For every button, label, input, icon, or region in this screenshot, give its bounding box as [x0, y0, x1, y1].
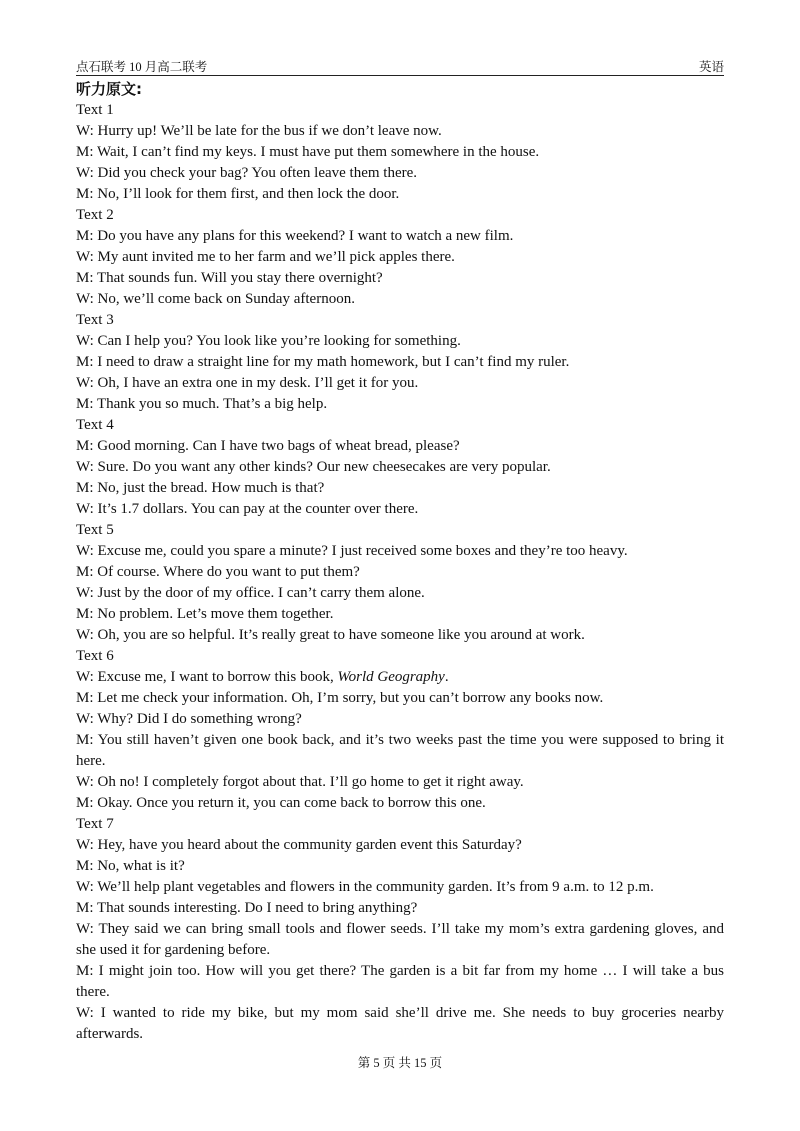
dialogue-line: M: No, what is it?: [76, 858, 185, 874]
header-exam-name: 点石联考 10 月高二联考: [76, 60, 208, 74]
dialogue-line: W: It’s 1.7 dollars. You can pay at the counter over there.: [76, 501, 419, 517]
dialogue-line: M: That sounds fun. Will you stay there overnight?: [76, 270, 383, 286]
dialogue-line: W: Oh no! I completely forgot about that. I’ll go home to get it right away.: [76, 774, 524, 790]
text-heading: Text 1: [76, 102, 114, 118]
dialogue-line: M: Of course. Where do you want to put them?: [76, 564, 360, 580]
text-heading: Text 6: [76, 648, 114, 664]
dialogue-line: M: Good morning. Can I have two bags of wheat bread, please?: [76, 438, 460, 454]
dialogue-line: M: That sounds interesting. Do I need to bring anything?: [76, 900, 418, 916]
dialogue-line: W: Hey, have you heard about the community garden event this Saturday?: [76, 837, 522, 853]
dialogue-line-prefix: W: Excuse me, I want to borrow this book,: [76, 669, 338, 685]
text-heading: Text 4: [76, 417, 114, 433]
header-divider: [76, 75, 724, 76]
dialogue-line: M: Okay. Once you return it, you can come back to borrow this one.: [76, 795, 486, 811]
dialogue-line: W: Oh, I have an extra one in my desk. I’ll get it for you.: [76, 375, 419, 391]
dialogue-line: W: No, we’ll come back on Sunday afternoon.: [76, 291, 355, 307]
dialogue-line: M: No, just the bread. How much is that?: [76, 480, 325, 496]
section-title: 听力原文:: [76, 80, 142, 98]
dialogue-line: W: Just by the door of my office. I can’t carry them alone.: [76, 585, 425, 601]
text-heading: Text 2: [76, 207, 114, 223]
transcript-body: [76, 79, 724, 1045]
dialogue-line: W: Can I help you? You look like you’re looking for something.: [76, 333, 461, 349]
dialogue-line: M: I need to draw a straight line for my math homework, but I can’t find my ruler.: [76, 354, 570, 370]
dialogue-line: M: You still haven’t given one book back, and it’s two weeks past the time you were supposed to bring it here.: [76, 732, 724, 769]
book-title: World Geography: [337, 669, 445, 685]
dialogue-line: M: Wait, I can’t find my keys. I must have put them somewhere in the house.: [76, 144, 540, 160]
dialogue-line: W: We’ll help plant vegetables and flowers in the community garden. It’s from 9 a.m. to 12 p.m.: [76, 879, 654, 895]
text-heading: Text 3: [76, 312, 114, 328]
dialogue-line: M: Thank you so much. That’s a big help.: [76, 396, 328, 412]
dialogue-line-suffix: .: [444, 669, 449, 685]
dialogue-line: M: No problem. Let’s move them together.: [76, 606, 334, 622]
dialogue-line: M: No, I’ll look for them first, and then lock the door.: [76, 186, 400, 202]
dialogue-line: W: They said we can bring small tools and flower seeds. I’ll take my mom’s extra gardening gloves, and she used it for gardening before.: [76, 921, 724, 958]
page-header: [76, 60, 724, 76]
dialogue-line: W: Hurry up! We’ll be late for the bus if we don’t leave now.: [76, 123, 442, 139]
dialogue-line: M: I might join too. How will you get there? The garden is a bit far from my home … I will take a bus there.: [76, 963, 724, 1000]
dialogue-line: W: Why? Did I do something wrong?: [76, 711, 302, 727]
dialogue-line: W: Oh, you are so helpful. It’s really great to have someone like you around at work.: [76, 627, 585, 643]
dialogue-line: W: I wanted to ride my bike, but my mom said she’ll drive me. She needs to buy groceries nearby afterwards.: [76, 1005, 724, 1042]
page-number: 第 5 页 共 15 页: [357, 1056, 443, 1070]
dialogue-line: W: Did you check your bag? You often leave them there.: [76, 165, 418, 181]
dialogue-line: M: Let me check your information. Oh, I’m sorry, but you can’t borrow any books now.: [76, 690, 604, 706]
header-subject: 英语: [698, 60, 724, 74]
dialogue-line: W: Excuse me, could you spare a minute? I just received some boxes and they’re too heavy.: [76, 543, 628, 559]
dialogue-line: W: My aunt invited me to her farm and we’ll pick apples there.: [76, 249, 455, 265]
dialogue-line: W: Sure. Do you want any other kinds? Our new cheesecakes are very popular.: [76, 459, 551, 475]
dialogue-line: M: Do you have any plans for this weekend? I want to watch a new film.: [76, 228, 514, 244]
text-heading: Text 5: [76, 522, 114, 538]
dialogue-line: [76, 667, 724, 688]
text-heading: Text 7: [76, 816, 114, 832]
